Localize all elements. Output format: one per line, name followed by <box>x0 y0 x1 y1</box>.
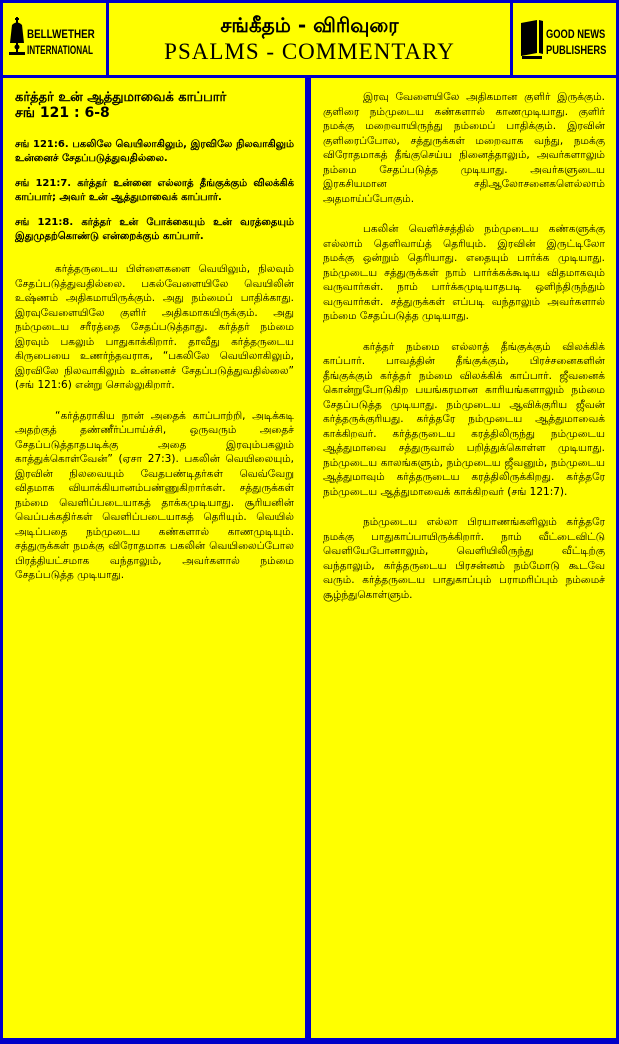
title-english: PSALMS - COMMENTARY <box>164 39 455 64</box>
section-heading <box>15 90 294 122</box>
verse-6: சங் 121:6. பகலிலே வெயிலாகிலும், இரவிலே நிலவாகிலும் உன்னைச் சேதப்படுத்துவதில்லை. <box>15 139 294 164</box>
commentary-paragraph: இரவு வேளையிலே அதிகமான குளிர் இருக்கும். குளிரை நம்முடைய கண்களால் காணமுடியாது. குளிர் நமக்கு மறைவாயிருந்து நம்மைப் பாதிக்கும். இரவின் குளிரைப்போல, சத்துருக்கள் மறைவாக வந்து, நமக்கு விரோதமாகத் தீங்குசெய்ய நினைத்தாலும், அவர்களாலும் நம்மை சேதப்படுத்த முடியாது. அவர்களுடைய இரகசியமான சதிஆலோசனைகளெல்லாம் அதமாய்ப்போகும். <box>323 91 605 205</box>
right-column <box>311 78 616 1038</box>
title-box <box>109 3 510 75</box>
logo-right-line1: GOOD NEWS <box>546 27 606 41</box>
commentary-paragraph: கர்த்தர் நம்மை எல்லாத் தீங்குக்கும் விலக்கிக் காப்பார். பாவத்தின் தீங்குக்கும், பிரச்சனைகளின் தீங்குக்கும் கர்த்தர் நம்மை விலக்கிக் காப்பார். ஜீவனைக் கொன்றுபோடுகிற பயங்கரமான காரியங்களாலும் நம்மை சேதப்படுத்த முடியாது. நம்முடைய ஆவிக்குரிய ஜீவன் கர்த்தருக்குரியது. கர்த்தரே நம்முடைய ஆத்துமாவைக் காக்கிறவர். கர்த்தருடைய கரத்திலிருந்து நம்முடைய ஆத்துமாவை சத்துருவால் பறித்துக்கொள்ள முடியாது. நம்முடைய காலங்களும், நம்முடைய ஜீவனும், நம்முடைய ஆத்துமாவும் கர்த்தருடைய கரத்திலிருக்கிறது. கர்த்தரே நம்முடைய ஆத்துமாவைக் காக்கிறவர் (சங் 121:7). <box>323 340 605 498</box>
commentary-paragraph: நம்முடைய எல்லா பிரயாணங்களிலும் கர்த்தரே நமக்கு பாதுகாப்பாயிருக்கிறார். நாம் வீட்டைவிட்டு வெளியேபோனாலும், வெளியிலிருந்து வீட்டிற்கு வந்தாலும், கர்த்தருடைய பிரசன்னம் நம்மோடு கூடவே வரும். கர்த்தருடைய பாதுகாப்பும் பராமரிப்பும் நம்மைச் சூழ்ந்துகொள்ளும். <box>323 516 605 601</box>
verse-7: சங் 121:7. கர்த்தர் உன்னை எல்லாத் தீங்குக்கும் விலக்கிக் காப்பார்; அவர் உன் ஆத்துமாவைக் காப்பார். <box>15 178 294 203</box>
left-column <box>3 78 305 1038</box>
title-tamil: சங்கீதம் - விரிவுரை <box>220 13 399 37</box>
scripture-reference: சங் 121 : 6-8 <box>15 105 110 121</box>
verse-8: சங் 121:8. கர்த்தர் உன் போக்கையும் உன் வரத்தையும் இதுமுதற்கொண்டு என்றைக்கும் காப்பார். <box>15 217 294 242</box>
bellwether-logo <box>3 3 106 75</box>
good-news-logo <box>513 3 616 75</box>
logo-left-line2: INTERNATIONAL <box>27 43 94 57</box>
commentary-paragraph: கர்த்தருடைய பிள்ளைகளை வெயிலும், நிலவும் சேதப்படுத்துவதில்லை. பகல்வேளையிலே வெயிலின் உஷ்ணம் அதிகமாயிருக்கும். அது நம்மைப் பாதிக்காது. இரவுவேளையிலே குளிர் அதிகமாகயிருக்கும். அது நம்முடைய சரீரத்தை சேதப்படுத்தாது. கர்த்தர் நம்மை இரவும் பகலும் பாதுகாக்கிறார். தாவீது கர்த்தருடைய கிருபையை உணர்ந்தவராக, “பகலிலே வெயிலாகிலும், இரவிலே நிலவாகிலும் உன்னைச் சேதப்படுத்துவதில்லை” (சங் 121:6) என்று சொல்லுகிறார். <box>15 263 294 391</box>
commentary-paragraph: பகலின் வெளிச்சத்தில் நம்முடைய கண்களுக்கு எல்லாம் தெளிவாய்த் தெரியும். இரவின் இருட்டிலோ நமக்கு ஒன்றும் தெரியாது. எதையும் பார்க்க முடியாது. நம்முடைய சத்துருக்கள் நாம் பார்க்கக்கூடிய விதமாகவும் வருவார்கள். நாம் பார்க்கமுடியாதபடி ஒளிந்திருந்தும் வருவார்கள். சத்துருக்கள் எப்படி வந்தாலும் அவர்களால் நம்மை சேதப்படுத்த முடியாது. <box>323 223 605 322</box>
logo-left-line1: BELLWETHER <box>27 27 95 41</box>
commentary-paragraph: “கர்த்தராகிய நான் அதைக் காப்பாற்றி, அடிக்கடி அதற்குத் தண்ணீர்ப்பாய்ச்சி, ஒருவரும் அதைச் சேதப்படுத்தாதபடிக்கு அதை இரவும்பகலும் காத்துக்கொள்வேன்” (ஏசா 27:3). பகலின் வெயிலையும், இரவின் நிலவையும் வேதபண்டிதர்கள் வெவ்வேறு விதமாக வியாக்கியானம்பண்ணுகிறார்கள். சத்துருக்கள் நம்மை வெளிப்படையாகத் தாக்கமுடியாது. சூரியனின் வெப்பக்கதிர்கள் வெளிப்படையாகத் தெரியும். வெயில் அடிப்பதை நம்முடைய கண்களால் காணமுடியும். சத்துருக்கள் நமக்கு விரோதமாக பகலின் வெயிலைப்போல பிரத்தியட்சமாக வந்தாலும், அவர்களால் நம்மை சேதப்படுத்த முடியாது. <box>15 409 294 581</box>
header <box>3 3 616 75</box>
logo-right-line2: PUBLISHERS <box>546 43 607 57</box>
heading-text: கர்த்தர் உன் ஆத்துமாவைக் காப்பார் <box>15 90 227 105</box>
